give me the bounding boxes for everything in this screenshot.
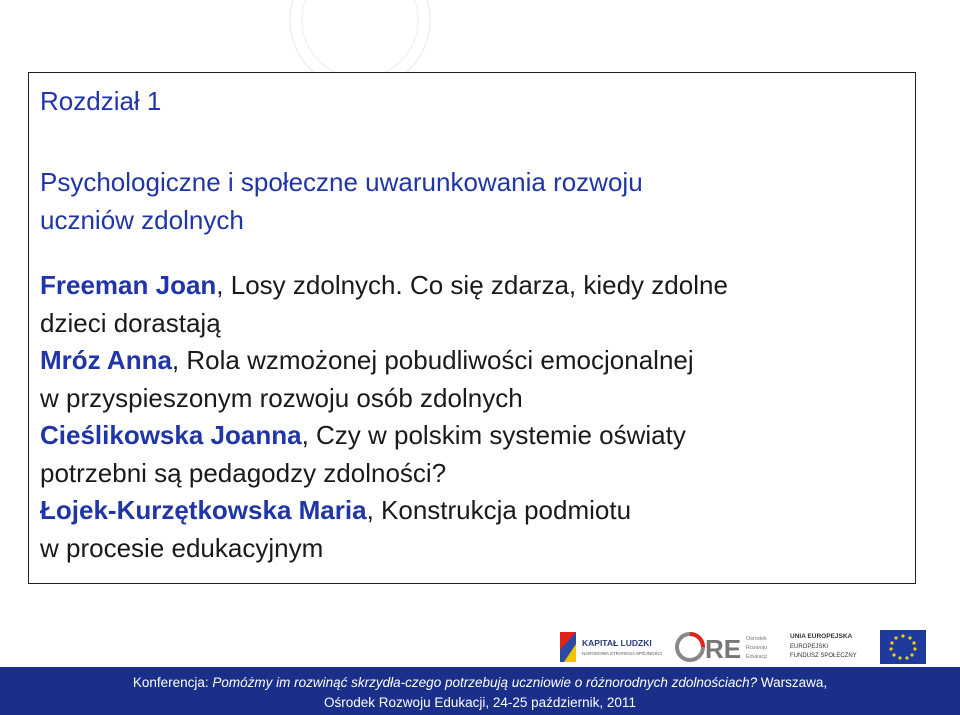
section-title: Psychologiczne i społeczne uwarunkowania rozwoju uczniów zdolnych bbox=[40, 167, 643, 235]
footer-conference-line: Konferencja: Pomóżmy im rozwinąć skrzydła-czego potrzebują uczniowie o różnorodnych zdolnościach? Warszawa, bbox=[132, 675, 828, 690]
reference-author: Freeman Joan bbox=[40, 270, 217, 300]
chapter-heading: Rozdział 1 bbox=[40, 86, 162, 116]
seal-watermark-icon bbox=[240, 0, 460, 80]
svg-text:KAPITAŁ LUDZKI: KAPITAŁ LUDZKI bbox=[582, 638, 652, 648]
reference-author: Łojek-Kurzętkowska Maria bbox=[40, 495, 367, 525]
reference-author: Cieślikowska Joanna bbox=[40, 420, 302, 450]
sponsor-logos bbox=[560, 626, 940, 668]
svg-text:Rozwoju: Rozwoju bbox=[746, 645, 768, 651]
svg-text:Ośrodek: Ośrodek bbox=[746, 636, 767, 642]
svg-text:UNIA EUROPEJSKA: UNIA EUROPEJSKA bbox=[790, 633, 853, 640]
svg-text:EUROPEJSKI: EUROPEJSKI bbox=[790, 644, 829, 650]
eu-fund-logo bbox=[786, 626, 938, 668]
reference-item: Mróz Anna, Rola wzmożonej pobudliwości emocjonalnej w przyspieszonym rozwoju osób zdolnych bbox=[40, 345, 694, 413]
reference-item: Freeman Joan, Losy zdolnych. Co się zdarza, kiedy zdolne dzieci dorastają bbox=[40, 270, 728, 338]
svg-text:RE: RE bbox=[705, 634, 742, 664]
reference-list bbox=[40, 267, 905, 567]
svg-text:Edukacji: Edukacji bbox=[746, 654, 767, 660]
slide-content-box bbox=[28, 72, 916, 584]
svg-text:NARODOWA STRATEGIA SPÓJNOŚCI: NARODOWA STRATEGIA SPÓJNOŚCI bbox=[582, 651, 663, 656]
reference-author: Mróz Anna bbox=[40, 345, 172, 375]
kapital-ludzki-logo bbox=[560, 626, 670, 668]
ore-logo bbox=[674, 626, 784, 668]
reference-item: Łojek-Kurzętkowska Maria, Konstrukcja podmiotu w procesie edukacyjnym bbox=[40, 495, 632, 563]
footer-organizer-line: Ośrodek Rozwoju Edukacji, 24-25 październik, 2011 bbox=[324, 695, 636, 710]
reference-item: Cieślikowska Joanna, Czy w polskim systemie oświaty potrzebni są pedagodzy zdolności? bbox=[40, 420, 686, 488]
footer-bar bbox=[0, 667, 960, 715]
svg-text:FUNDUSZ SPOŁECZNY: FUNDUSZ SPOŁECZNY bbox=[790, 653, 857, 659]
